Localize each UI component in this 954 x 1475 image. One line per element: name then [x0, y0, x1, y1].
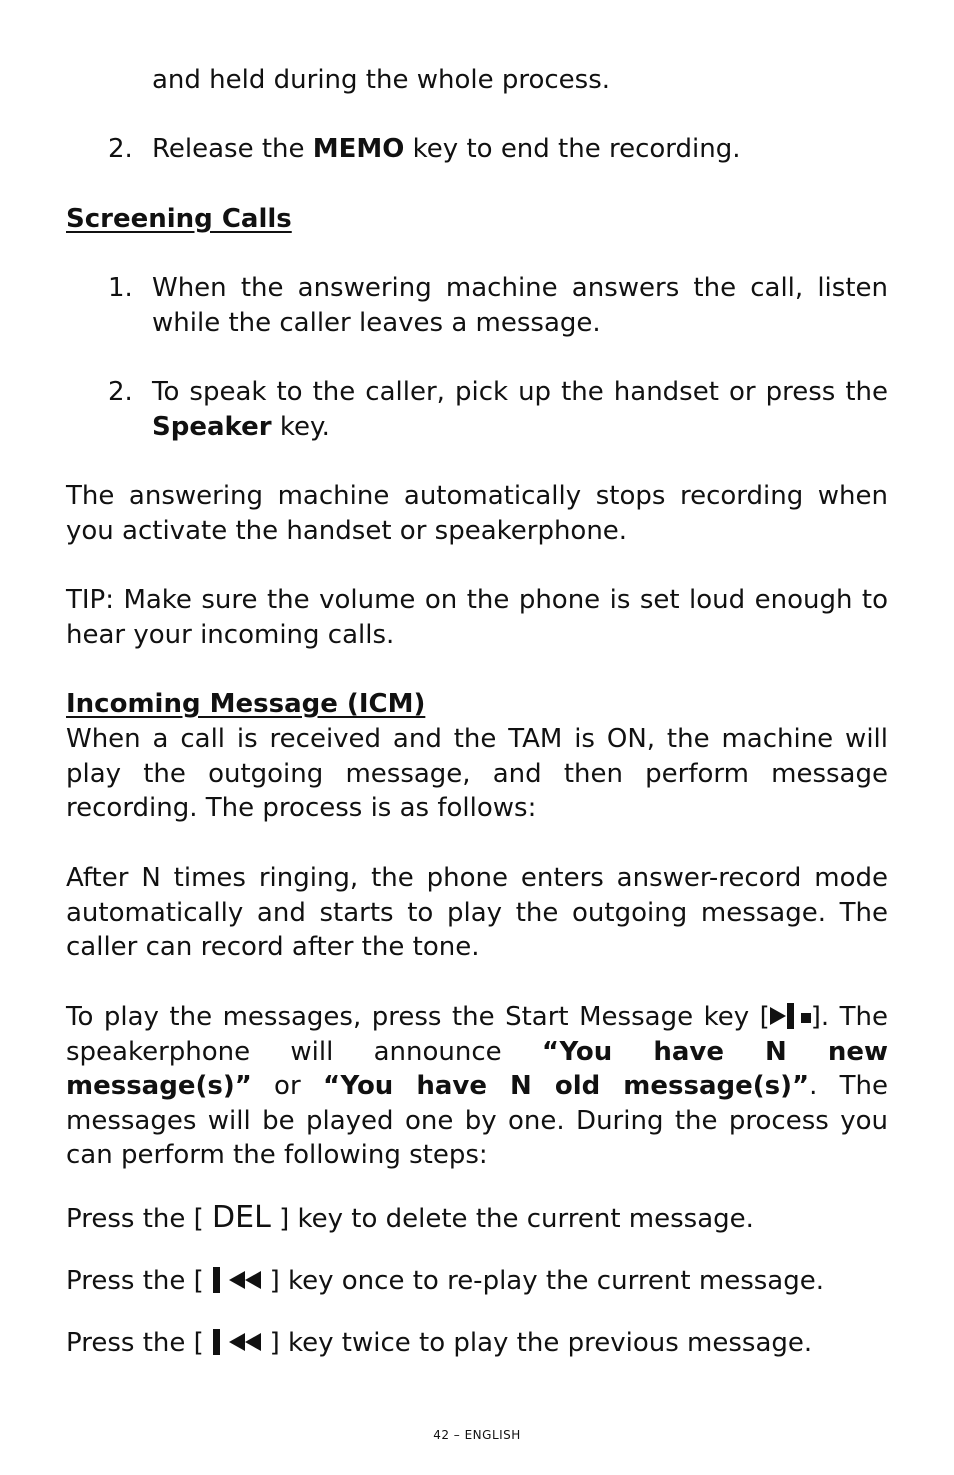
paragraph-text: or	[251, 1071, 323, 1102]
section-heading-screening-calls: Screening Calls	[66, 204, 292, 234]
step-replay	[66, 1264, 888, 1299]
page-footer: 42 – ENGLISH	[433, 1428, 521, 1442]
memo-key-label: MEMO	[312, 134, 405, 164]
step-text: ] key to delete the current message.	[270, 1204, 754, 1234]
step-text: Press the [	[66, 1328, 213, 1358]
paragraph-icm-intro: When a call is received and the TAM is ON, the machine will play the outgoing message, and then perform message recording. The process is as follows:	[66, 724, 888, 824]
step-previous	[66, 1326, 888, 1361]
play-stop-icon	[770, 1000, 811, 1035]
list-number: 2.	[108, 134, 133, 164]
list-item-screening-2	[108, 375, 888, 410]
step-text: ] key twice to play the previous message.	[261, 1328, 813, 1358]
list-text: key.	[271, 412, 330, 442]
step-text: Press the [	[66, 1204, 213, 1234]
paragraph-text: To play the messages, press the Start Message key [	[66, 1002, 770, 1032]
del-key-label: DEL	[212, 1200, 271, 1235]
list-text: When the answering machine answers the call, listen	[152, 273, 888, 303]
list-item-screening-1	[108, 271, 888, 306]
continued-line: and held during the whole process.	[152, 65, 611, 95]
step-text: Press the [	[66, 1266, 213, 1296]
list-number: 1.	[108, 273, 133, 303]
paragraph-play-messages	[66, 1000, 888, 1173]
list-continuation: while the caller leaves a message.	[152, 308, 601, 338]
paragraph-text: ]. The speakerphone will announce	[66, 1002, 888, 1067]
announcement-old: “You have N old message(s)”	[322, 1071, 810, 1102]
list-item-release-memo	[108, 132, 888, 167]
skip-back-icon	[212, 1326, 261, 1361]
list-text: Release the	[152, 134, 313, 164]
announcement-new: “You have N new message(s)”	[66, 1036, 888, 1102]
list-text: key to end the recording.	[404, 134, 741, 164]
step-delete	[66, 1201, 888, 1237]
paragraph-tip: TIP: Make sure the volume on the phone is set loud enough to hear your incoming calls.	[66, 585, 888, 650]
speaker-key-label: Speaker	[152, 412, 272, 442]
paragraph-text: . The messages will be played one by one. During the process you can perform the following steps:	[66, 1071, 888, 1171]
section-heading-incoming-message: Incoming Message (ICM)	[66, 689, 426, 719]
list-continuation	[152, 410, 888, 445]
list-text: To speak to the caller, pick up the handset or press the	[152, 377, 888, 407]
skip-back-icon	[212, 1264, 261, 1299]
step-text: ] key once to re-play the current message.	[261, 1266, 824, 1296]
paragraph-answer-record: After N times ringing, the phone enters answer-record mode automatically and starts to play the outgoing message. The caller can record after the tone.	[66, 863, 888, 963]
list-number: 2.	[108, 377, 133, 407]
paragraph-auto-stop: The answering machine automatically stops recording when you activate the handset or speakerphone.	[66, 481, 888, 546]
